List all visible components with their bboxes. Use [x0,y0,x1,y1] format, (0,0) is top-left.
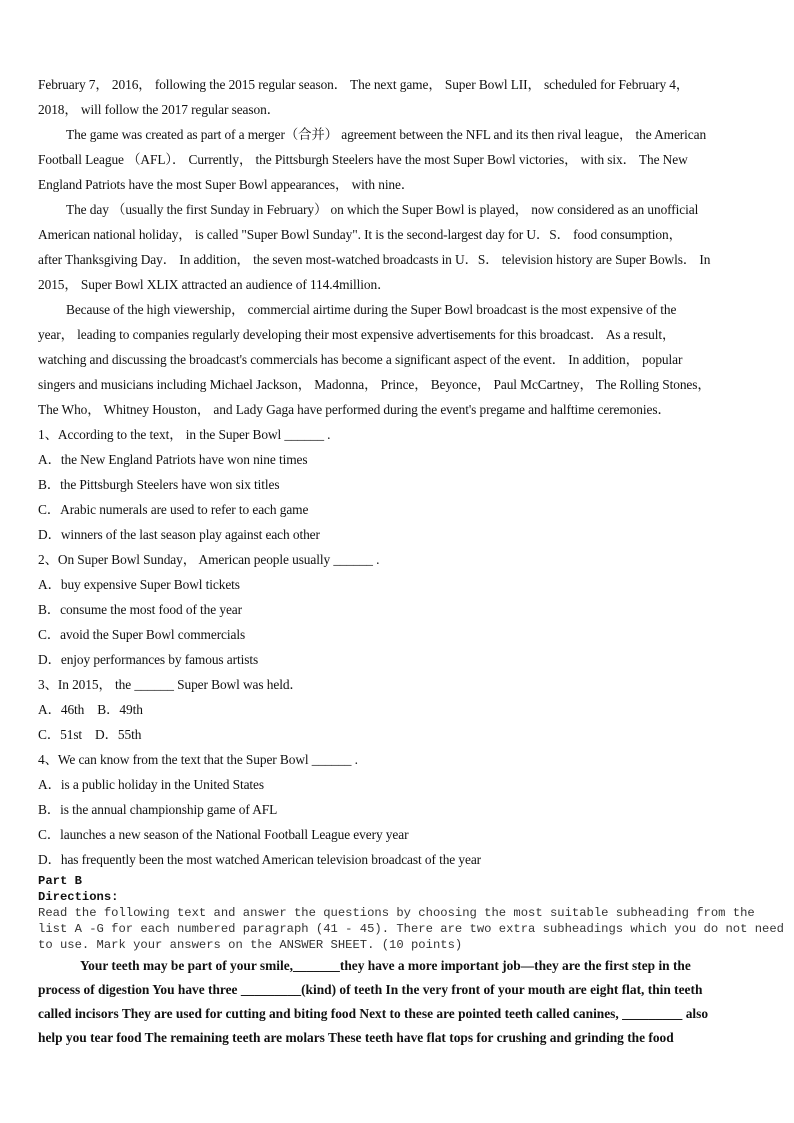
answer-option: C．launches a new season of the National Football League every year [38,827,409,842]
answer-option: B．consume the most food of the year [38,602,243,617]
document-page [38,72,784,1050]
passage-line: American national holiday， is called "Super Bowl Sunday". It is the second-largest day for U．S． food consumption， [38,227,682,242]
passage-line: process of digestion You have three _________(kind) of teeth In the very front of your mouth are eight flat, thin teeth [38,982,703,997]
passage-line: The Who， Whitney Houston， and Lady Gaga have performed during the event's pregame and halftime ceremonies． [38,402,671,417]
part-b-section [38,873,784,1050]
passage-line: year， leading to companies regularly developing their most expensive advertisements for this broadcast． As a result， [38,327,676,342]
answer-option: C．51st D．55th [38,727,142,742]
directions-line: to use. Mark your answers on the ANSWER SHEET. (10 points) [38,938,463,952]
passage-line: Because of the high viewership， commercial airtime during the Super Bowl broadcast is the most expensive of the [66,302,677,317]
answer-option: D．has frequently been the most watched American television broadcast of the year [38,852,482,867]
answer-option: B．is the annual championship game of AFL [38,802,278,817]
question-3 [38,672,760,747]
passage-line: Your teeth may be part of your smile,_______they have a more important job—they are the first step in the [80,958,691,973]
question-4 [38,747,760,872]
passage-line: watching and discussing the broadcast's commercials has become a significant aspect of the event． In addition， popular [38,352,683,367]
questions [38,422,760,872]
answer-option: C．avoid the Super Bowl commercials [38,627,246,642]
passage-line: Football League （AFL）． Currently， the Pittsburgh Steelers have the most Super Bowl victories， with six． The New [38,152,688,167]
answer-option: A．buy expensive Super Bowl tickets [38,577,240,592]
question-stem: 1、According to the text， in the Super Bowl ______ . [38,427,331,442]
passage-line: February 7， 2016， following the 2015 regular season． The next game， Super Bowl LII， scheduled for February 4， [38,77,690,92]
passage-line: called incisors They are used for cutting and biting food Next to these are pointed teeth called canines, _________ also [38,1006,709,1021]
part-b-title: Part B [38,874,82,888]
directions-line: list A -G for each numbered paragraph (41 - 45). There are two extra subheadings which you do not need [38,922,784,936]
answer-option: A．is a public holiday in the United States [38,777,265,792]
answer-option: A．the New England Patriots have won nine times [38,452,308,467]
answer-option: C．Arabic numerals are used to refer to each game [38,502,309,517]
passage-line: 2015， Super Bowl XLIX attracted an audience of 114.4million． [38,277,391,292]
question-stem: 4、We can know from the text that the Super Bowl ______ . [38,752,358,767]
question-stem: 3、In 2015， the ______ Super Bowl was held． [38,677,303,692]
question-stem: 2、On Super Bowl Sunday， American people usually ______ . [38,552,380,567]
passage-line: help you tear food The remaining teeth are molars These teeth have flat tops for crushing and grinding the food [38,1030,674,1045]
reading-passage [38,72,760,422]
part-b-passage [38,954,760,1050]
passage-line: singers and musicians including Michael Jackson， Madonna， Prince， Beyonce， Paul McCartney， The Rolling Stones， [38,377,711,392]
answer-option: A．46th B．49th [38,702,143,717]
answer-option: D．winners of the last season play against each other [38,527,320,542]
passage-line: after Thanksgiving Day． In addition， the seven most-watched broadcasts in U．S． television history are Super Bowls． In [38,252,711,267]
answer-option: B．the Pittsburgh Steelers have won six titles [38,477,280,492]
passage-line: The day （usually the first Sunday in February） on which the Super Bowl is played， now considered as an unofficial [66,202,699,217]
passage-line: England Patriots have the most Super Bowl appearances， with nine． [38,177,415,192]
passage-line: 2018， will follow the 2017 regular season． [38,102,280,117]
directions-line: Read the following text and answer the questions by choosing the most suitable subheading from the [38,906,755,920]
answer-option: D．enjoy performances by famous artists [38,652,259,667]
passage-line: The game was created as part of a merger（合并） agreement between the NFL and its then rival league， the American [66,127,707,142]
question-2 [38,547,760,672]
directions-label: Directions: [38,890,119,904]
question-1 [38,422,760,547]
